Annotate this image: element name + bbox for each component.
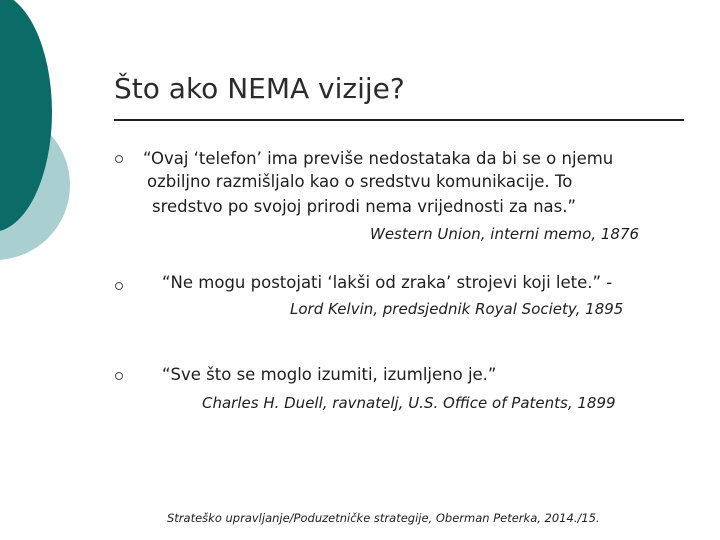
bullet-circle-icon <box>115 282 123 290</box>
quote-line: “Ovaj ‘telefon’ ima previše nedostataka da bi se o njemu <box>143 149 614 168</box>
quote-line: “Sve što se moglo izumiti, izumljeno je.” <box>162 365 497 384</box>
slide-title: Što ako NEMA vizije? <box>114 72 405 105</box>
title-divider <box>114 119 684 121</box>
quote-line: ozbiljno razmišljalo kao o sredstvu komunikacije. To <box>147 172 573 191</box>
bullet-circle-icon <box>115 372 123 380</box>
bullet-circle-icon <box>115 155 123 163</box>
quote-attribution: Charles H. Duell, ravnatelj, U.S. Office of Patents, 1899 <box>202 394 616 412</box>
slide-footer: Strateško upravljanje/Poduzetničke strategije, Oberman Peterka, 2014./15. <box>167 511 600 525</box>
quote-line: sredstvo po svojoj prirodi nema vrijednosti za nas.” <box>152 197 577 216</box>
quote-line: “Ne mogu postojati ‘lakši od zraka’ strojevi koji lete.” - <box>162 273 613 292</box>
decorative-circles <box>0 0 90 300</box>
quote-attribution: Western Union, interni memo, 1876 <box>370 225 640 243</box>
quote-attribution: Lord Kelvin, predsjednik Royal Society, 1895 <box>290 300 624 318</box>
